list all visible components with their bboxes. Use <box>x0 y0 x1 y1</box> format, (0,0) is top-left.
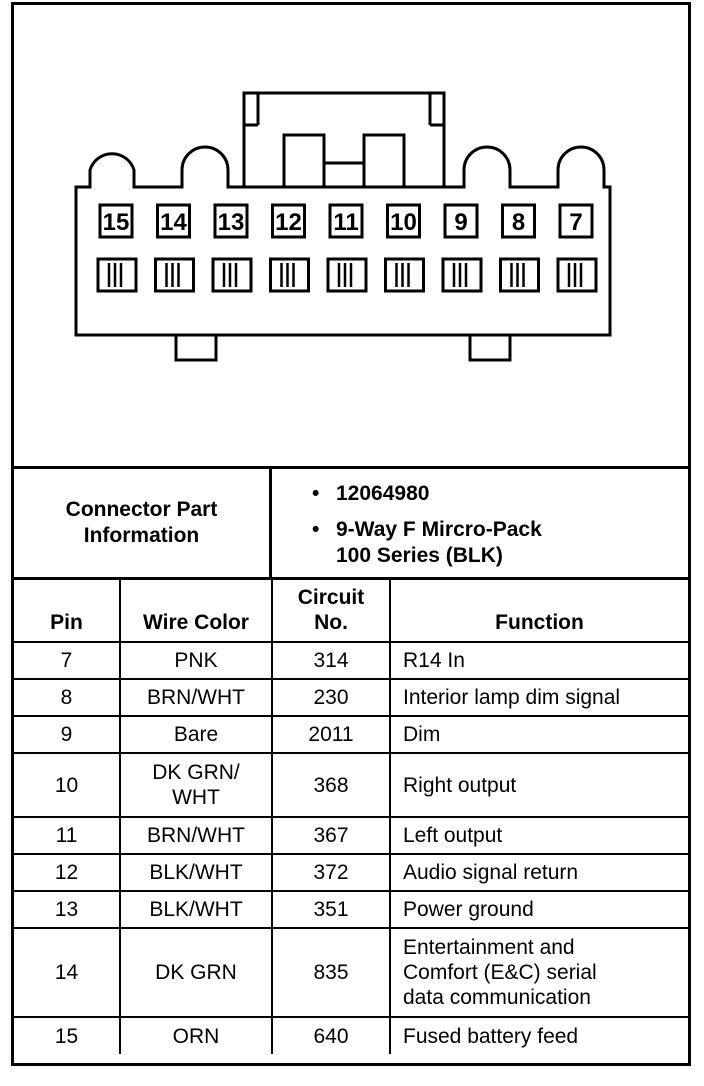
circuit-header-line2: No. <box>314 611 348 634</box>
pinout-row <box>14 928 688 1017</box>
pin-header: Pin <box>14 580 120 642</box>
wire-color-cell <box>120 854 272 891</box>
circuit-cell: 640 <box>272 1017 390 1054</box>
pin-cell: 10 <box>14 753 120 817</box>
pinout-table <box>14 580 688 1054</box>
wire-color-line: WHT <box>172 786 220 809</box>
function-line: Right output <box>403 773 517 797</box>
function-line: Left output <box>403 824 503 847</box>
pin-cell: 11 <box>14 817 120 854</box>
wire-color-line: BRN/WHT <box>147 686 245 709</box>
terminal-cavity <box>98 259 136 291</box>
circuit-cell: 230 <box>272 679 390 716</box>
pin-number-label: 14 <box>160 209 187 236</box>
circuit-cell: 372 <box>272 854 390 891</box>
function-cell <box>390 642 688 679</box>
pin-number-label: 8 <box>511 209 526 236</box>
bullet-icon: • <box>312 518 320 541</box>
circuit-cell: 351 <box>272 891 390 928</box>
connector-face-drawing <box>14 5 688 466</box>
circuit-cell: 835 <box>272 928 390 1017</box>
circuit-cell: 2011 <box>272 716 390 753</box>
wire-color-cell <box>120 1017 272 1054</box>
terminal-cavity <box>443 259 481 291</box>
terminal-cavity <box>213 259 251 291</box>
pin-cell: 9 <box>14 716 120 753</box>
part-info-label-line2: Information <box>83 524 200 547</box>
pinout-header-row <box>14 580 688 642</box>
function-header: Function <box>390 580 688 642</box>
terminal-cavity <box>271 259 309 291</box>
function-line: Entertainment and <box>403 936 575 959</box>
terminal-cavity <box>156 259 194 291</box>
connector-sheet <box>11 2 691 1066</box>
wire-color-cell <box>120 891 272 928</box>
wire-color-cell <box>120 817 272 854</box>
circuit-cell: 368 <box>272 753 390 817</box>
function-line: Fused battery feed <box>403 1024 579 1048</box>
terminal-cavity <box>328 259 366 291</box>
pinout-row <box>14 642 688 679</box>
pin-cell: 8 <box>14 679 120 716</box>
wire-color-cell <box>120 716 272 753</box>
part-info-label <box>14 469 272 577</box>
pin-number-label: 9 <box>454 209 468 236</box>
wire-color-cell <box>120 642 272 679</box>
function-cell <box>390 753 688 817</box>
wire-color-line: DK GRN <box>155 961 237 984</box>
wire-color-line: BLK/WHT <box>149 898 243 921</box>
wire-color-line: ORN <box>172 1024 220 1048</box>
wire-color-header: Wire Color <box>120 580 272 642</box>
circuit-header <box>272 580 390 642</box>
pinout-row <box>14 817 688 854</box>
function-line: Comfort (E&C) serial <box>403 961 597 984</box>
wire-color-cell <box>120 928 272 1017</box>
connector-description-line1: 9-Way F Mircro-Pack <box>336 518 542 541</box>
function-cell <box>390 891 688 928</box>
function-cell <box>390 928 688 1017</box>
pin-cell: 15 <box>14 1017 120 1054</box>
part-info-label-line1: Connector Part <box>65 498 218 521</box>
circuit-header-line1: Circuit <box>297 586 365 609</box>
function-line: Dim <box>403 723 441 746</box>
wire-color-cell <box>120 679 272 716</box>
pin-number-label: 15 <box>102 209 130 236</box>
terminal-cavity <box>558 259 596 291</box>
pinout-row <box>14 1017 688 1054</box>
terminal-cavity <box>386 259 424 291</box>
wire-color-line: BLK/WHT <box>149 861 243 884</box>
function-line: Power ground <box>403 898 534 921</box>
pin-number-label: 7 <box>569 209 583 236</box>
pin-number-label: 10 <box>390 209 417 236</box>
wire-color-line: DK GRN/ <box>152 761 240 784</box>
terminal-cavity <box>501 259 539 291</box>
pin-number-label: 12 <box>275 209 302 236</box>
part-number: 12064980 <box>336 482 430 505</box>
function-line: R14 In <box>403 649 465 672</box>
function-cell <box>390 854 688 891</box>
pinout-row <box>14 854 688 891</box>
function-line: Interior lamp dim signal <box>403 686 621 709</box>
function-cell <box>390 716 688 753</box>
connector-diagram <box>14 5 688 469</box>
pinout-rows <box>14 642 688 1054</box>
pin-number-label: 11 <box>333 209 359 236</box>
pin-number-labels <box>103 209 583 236</box>
wire-color-line: PNK <box>174 649 218 672</box>
function-cell <box>390 817 688 854</box>
pinout-row <box>14 679 688 716</box>
pinout-row <box>14 891 688 928</box>
circuit-cell: 367 <box>272 817 390 854</box>
pin-cell: 14 <box>14 928 120 1017</box>
pin-cell: 7 <box>14 642 120 679</box>
function-cell <box>390 679 688 716</box>
function-cell <box>390 1017 688 1054</box>
bullet-icon: • <box>312 482 320 505</box>
function-line: Audio signal return <box>403 861 579 884</box>
connector-description-line2: 100 Series (BLK) <box>336 544 503 567</box>
part-info-details <box>272 469 688 577</box>
connector-part-info <box>14 469 688 580</box>
wire-color-line: BRN/WHT <box>147 824 245 847</box>
function-line: data communication <box>403 986 591 1009</box>
wire-color-cell <box>120 753 272 817</box>
pin-cell: 12 <box>14 854 120 891</box>
pinout-row <box>14 753 688 817</box>
pin-number-label: 13 <box>217 209 245 236</box>
circuit-cell: 314 <box>272 642 390 679</box>
pin-cell: 13 <box>14 891 120 928</box>
wire-color-line: Bare <box>173 723 219 746</box>
pinout-row <box>14 716 688 753</box>
